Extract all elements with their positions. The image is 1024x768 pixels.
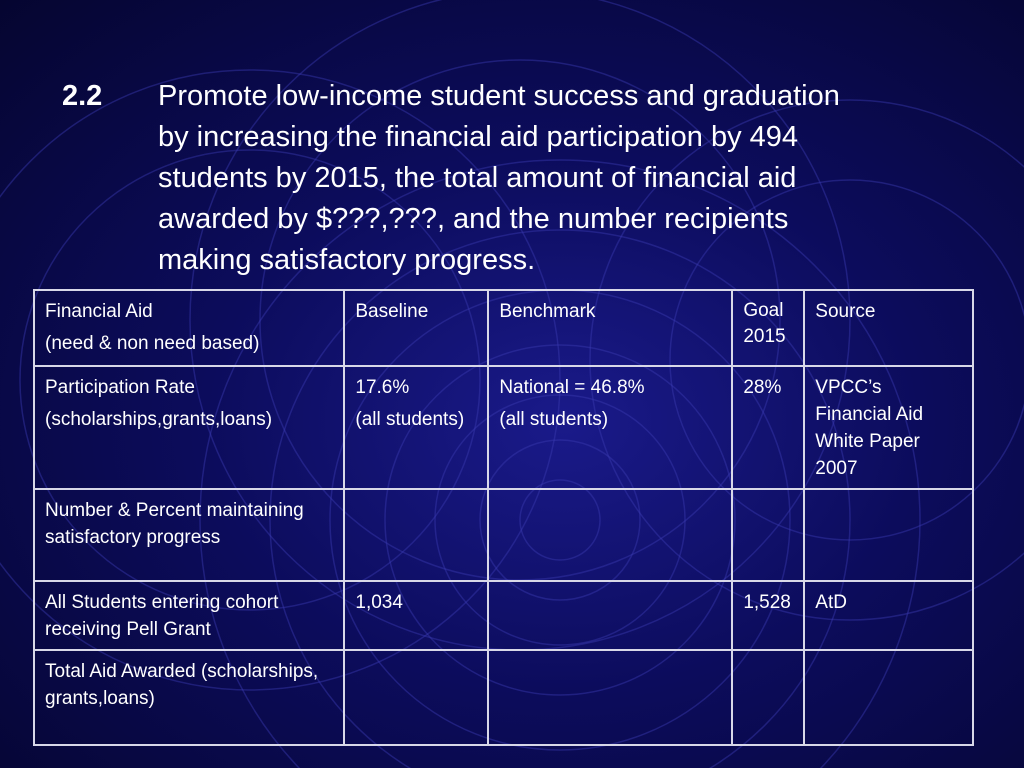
table-header-row	[34, 290, 973, 366]
row-benchmark: National = 46.8% (all students)	[488, 366, 732, 489]
row-baseline: 17.6% (all students)	[344, 366, 488, 489]
table-row	[34, 581, 973, 650]
row-goal: 1,528	[732, 581, 804, 650]
section-number: 2.2	[62, 80, 103, 112]
row-goal: 28%	[732, 366, 804, 489]
header-source: Source	[804, 290, 973, 366]
heading-line: making satisfactory progress.	[158, 244, 536, 276]
heading-text	[62, 76, 982, 281]
financial-aid-table	[33, 289, 974, 746]
heading-line: awarded by $???,???, and the number recipients	[158, 203, 789, 235]
row-goal	[732, 489, 804, 581]
row-source: VPCC’s Financial Aid White Paper 2007	[804, 366, 973, 489]
row-source	[804, 650, 973, 745]
row-goal	[732, 650, 804, 745]
header-financial-aid: Financial Aid (need & non need based)	[34, 290, 344, 366]
heading-line: Promote low-income student success and graduation	[158, 80, 840, 112]
row-benchmark	[488, 650, 732, 745]
table-row	[34, 489, 973, 581]
row-source: AtD	[804, 581, 973, 650]
row-label: Number & Percent maintaining satisfactory progress	[34, 489, 344, 581]
row-baseline: 1,034	[344, 581, 488, 650]
row-label: Total Aid Awarded (scholarships, grants,loans)	[34, 650, 344, 745]
row-benchmark	[488, 489, 732, 581]
row-baseline	[344, 489, 488, 581]
row-source	[804, 489, 973, 581]
row-baseline	[344, 650, 488, 745]
row-label: All Students entering cohort receiving Pell Grant	[34, 581, 344, 650]
header-benchmark: Benchmark	[488, 290, 732, 366]
slide-heading	[62, 76, 982, 281]
heading-line: by increasing the financial aid participation by 494	[158, 121, 799, 153]
row-label: Participation Rate (scholarships,grants,loans)	[34, 366, 344, 489]
table-row	[34, 650, 973, 745]
table-row	[34, 366, 973, 489]
row-benchmark	[488, 581, 732, 650]
header-baseline: Baseline	[344, 290, 488, 366]
header-goal: Goal 2015	[732, 290, 804, 366]
heading-line: students by 2015, the total amount of financial aid	[158, 162, 797, 194]
